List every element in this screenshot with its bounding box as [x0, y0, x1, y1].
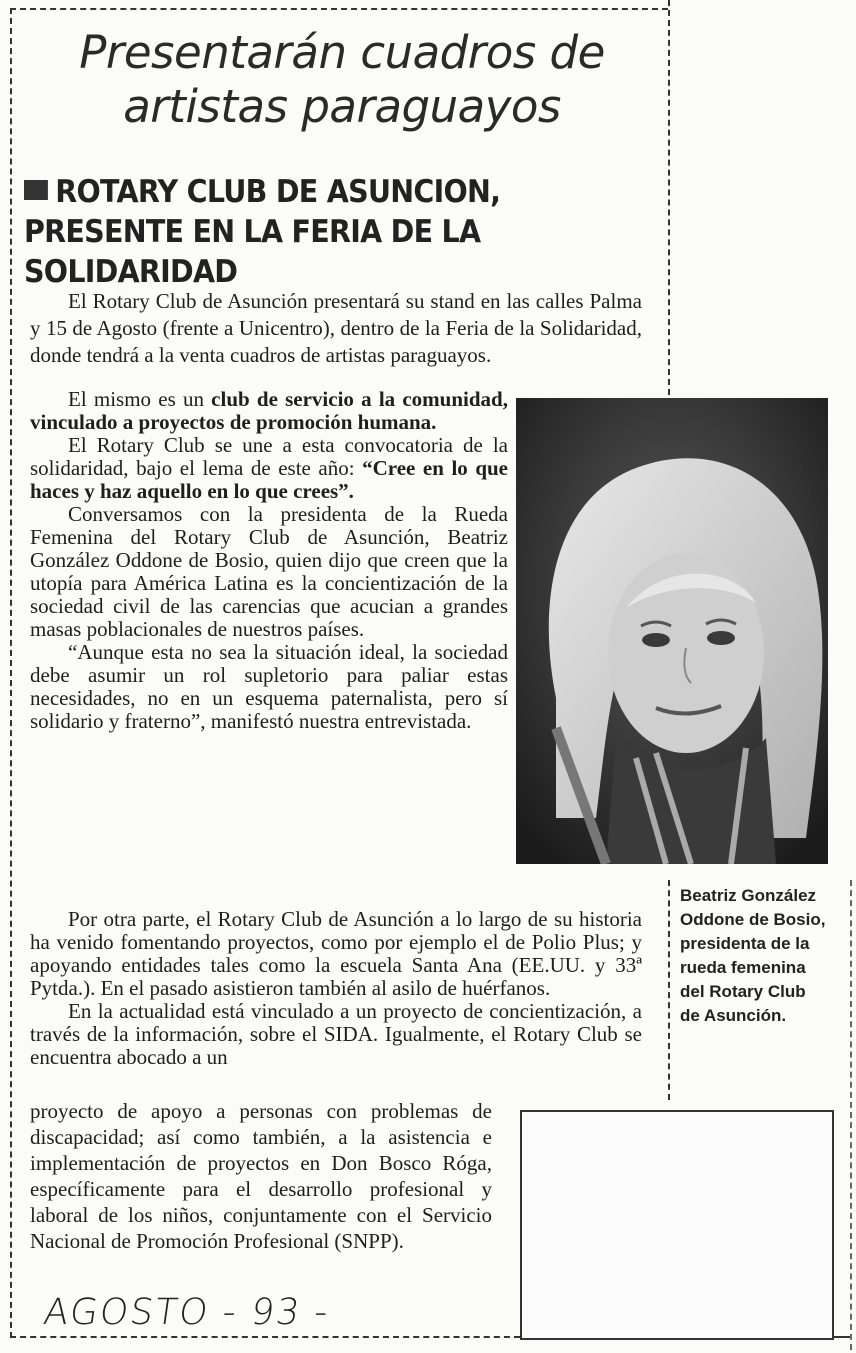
handwritten-date-note: AGOSTO - 93 - — [41, 1292, 333, 1333]
clipping-border-right — [850, 880, 852, 1350]
clipping-border-column-lower — [668, 880, 670, 1100]
article-subheadline — [24, 172, 613, 292]
paragraph-6: Por otra parte, el Rotary Club de Asunción a lo largo de su historia ha venido fomentando proyectos, como por ejemplo el de Polio Plus; y apoyando entidades tales como la escuela Santa Ana (EE.UU. y 33ª Pytda.). En el pasado asistieron también al asilo de huérfanos. — [30, 907, 642, 1000]
paragraph-intro: El Rotary Club de Asunción presentará su stand en las calles Palma y 15 de Agosto (frente a Unicentro), dentro de la Feria de la Solidaridad, donde tendrá a la venta cuadros de artistas paraguayos. — [30, 289, 642, 367]
paragraph-2-bold: club de servicio a la comunidad, vinculado a proyectos de promoción humana. — [30, 387, 508, 434]
paragraph-4: Conversamos con la presidenta de la Rueda Femenina del Rotary Club de Asunción, Beatriz González Oddone de Bosio, quien dijo que creen que la utopía para América Latina es la concientización de la sociedad civil de las carencias que acucian a grandes masas poblacionales de nuestros países. — [30, 502, 508, 641]
portrait-photo — [516, 398, 828, 864]
paragraph-3-bold: “Cree en lo que haces y haz aquello en lo que crees”. — [30, 456, 508, 503]
clipping-border-bottom — [10, 1336, 520, 1338]
paragraph-3-lead: El Rotary Club se une a esta convocatoria de la solidaridad, bajo el lema de este año: — [30, 433, 508, 480]
square-bullet-icon — [24, 180, 48, 200]
portrait-photo-graphic — [516, 398, 828, 864]
article-intro — [30, 288, 642, 369]
paragraph-2-lead: El mismo es un — [68, 387, 212, 411]
photo-caption: Beatriz González Oddone de Bosio, presidenta de la rueda femenina del Rotary Club de Asunción. — [680, 886, 826, 1025]
subheadline-text: ROTARY CLUB DE ASUNCION, PRESENTE EN LA FERIA DE LA SOLIDARIDAD — [24, 174, 501, 290]
article-body-bottom — [30, 1098, 492, 1254]
article-body-column — [30, 388, 508, 733]
empty-box — [520, 1110, 834, 1340]
clipping-border-left — [10, 8, 12, 1338]
paragraph-5: “Aunque esta no sea la situación ideal, la sociedad debe asumir un rol supletorio para paliar estas necesidades, no en un esquema paternalista, pero sí solidario y fraterno”, manifestó nuestra entrevistada. — [30, 640, 508, 733]
paragraph-2 — [30, 388, 508, 434]
clipping-border-column — [668, 0, 670, 395]
article-body-wide — [30, 908, 642, 1069]
clipping-border-top — [10, 8, 668, 10]
article-headline: Presentarán cuadros de artistas paraguayos — [79, 26, 605, 133]
paragraph-3 — [30, 434, 508, 503]
paragraph-7: En la actualidad está vinculado a un proyecto de concientización, a través de la información, sobre el SIDA. Igualmente, el Rotary Club se encuentra abocado a un — [30, 999, 642, 1069]
paragraph-7-continued: proyecto de apoyo a personas con problemas de discapacidad; así como también, a la asistencia e implementación de proyectos en Don Bosco Róga, específicamente para el desarrollo profesional y laboral de los niños, conjuntamente con el Servicio Nacional de Promoción Profesional (SNPP). — [30, 1099, 492, 1253]
